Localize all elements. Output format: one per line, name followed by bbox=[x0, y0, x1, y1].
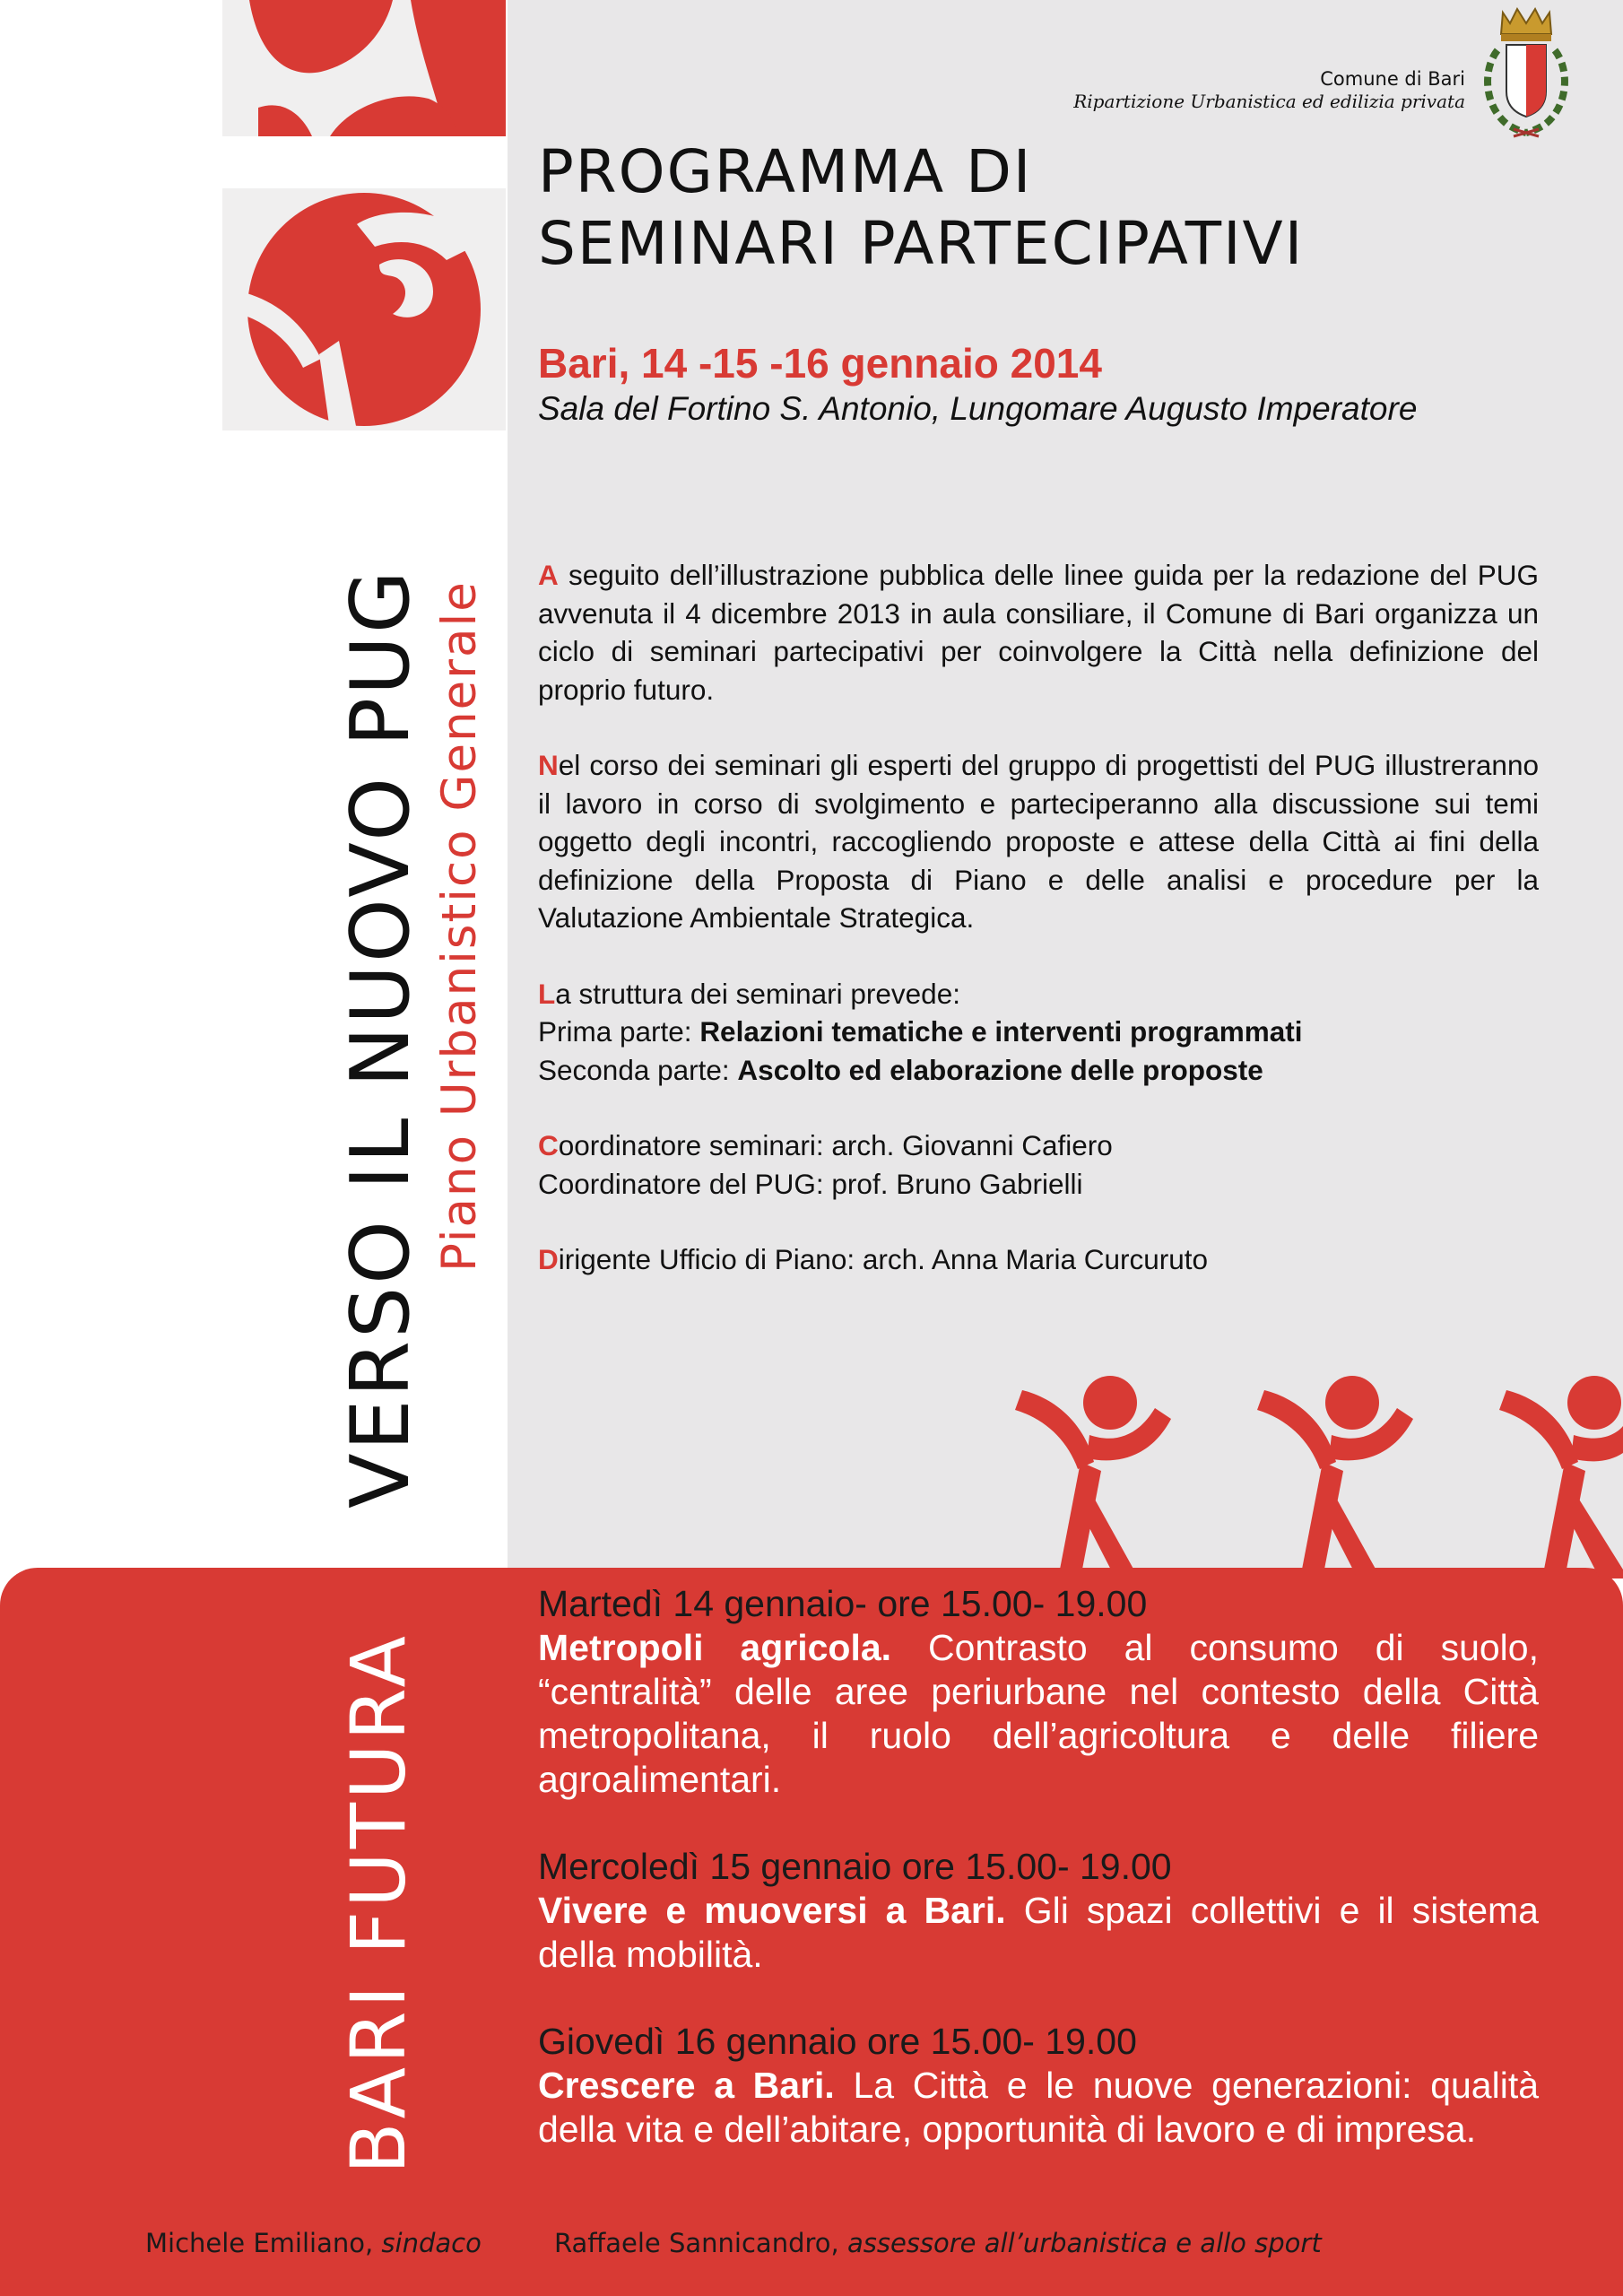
session-item bbox=[538, 1845, 1539, 1977]
mayor-role: sindaco bbox=[373, 2228, 482, 2258]
manager-paragraph bbox=[538, 1240, 1539, 1279]
title-line-2: SEMINARI PARTECIPATIVI bbox=[538, 209, 1305, 278]
part-label: Seconda parte: bbox=[538, 1053, 738, 1086]
session-description bbox=[538, 1626, 1539, 1802]
drop-cap: A bbox=[538, 559, 559, 591]
paragraph-text: oordinatore seminari: arch. Giovanni Cafiero bbox=[558, 1129, 1113, 1161]
footer-mayor bbox=[145, 2228, 482, 2258]
session-text: La Città e le nuove generazioni: qualità della vita e dell’abitare, opportunità di lavoro e di impresa. bbox=[538, 2065, 1540, 2150]
event-venue: Sala del Fortino S. Antonio, Lungomare Augusto Imperatore bbox=[538, 390, 1418, 427]
part-value: Relazioni tematiche e interventi programmati bbox=[699, 1015, 1303, 1048]
assessor-role: assessore all’urbanistica e allo sport bbox=[838, 2228, 1322, 2258]
coordinator-pug: Coordinatore del PUG: prof. Bruno Gabrielli bbox=[538, 1167, 1083, 1200]
intro-paragraph-2 bbox=[538, 746, 1539, 937]
paragraph-text: el corso dei seminari gli esperti del gruppo di progettisti del PUG illustreranno il lavoro in corso di svolgimento e parteciperanno alla discussione sui temi oggetto degli incontri, raccogliendo proposte e attese della Città ai fini della definizione della Proposta di Piano e delle analisi e procedure per la Valutazione Ambientale Strategica. bbox=[538, 749, 1539, 934]
title-line-1: PROGRAMMA DI bbox=[538, 137, 1033, 206]
event-date: Bari, 14 -15 -16 gennaio 2014 bbox=[538, 340, 1102, 387]
red-figure-logo-top bbox=[222, 0, 506, 136]
session-text: Contrasto al consumo di suolo, “centralità” delle aree periurbane nel contesto della Città metropolitana, il ruolo dell’agricoltura e delle filiere agroalimentari. bbox=[538, 1627, 1539, 1800]
drop-cap: N bbox=[538, 749, 559, 781]
dancing-figures bbox=[1004, 1372, 1623, 1578]
paragraph-text: seguito dell’illustrazione pubblica delle linee guida per la redazione del PUG avvenuta il 4 dicembre 2013 in aula consiliare, il Comune di Bari organizza un ciclo di seminari partecipativi per coinvolgere la Città nella definizione del proprio futuro. bbox=[538, 559, 1539, 706]
session-when: Martedì 14 gennaio- ore 15.00- 19.00 bbox=[538, 1583, 1148, 1624]
drop-cap: L bbox=[538, 977, 556, 1010]
structure-intro bbox=[538, 975, 1539, 1013]
comune-name: Comune di Bari bbox=[1320, 68, 1465, 90]
side-subtitle: Piano Urbanistico Generale bbox=[432, 580, 487, 1272]
drop-cap: C bbox=[538, 1129, 559, 1161]
session-item bbox=[538, 1582, 1539, 1802]
assessor-name: Raffaele Sannicandro, bbox=[554, 2228, 839, 2258]
session-when: Mercoledì 15 gennaio ore 15.00- 19.00 bbox=[538, 1846, 1172, 1887]
structure-paragraph bbox=[538, 975, 1539, 1090]
session-text: Gli spazi collettivi e il sistema della mobilità. bbox=[538, 1890, 1539, 1975]
session-topic: Vivere e muoversi a Bari. bbox=[538, 1890, 1006, 1931]
coordinator-seminari bbox=[538, 1126, 1539, 1165]
issuer-block bbox=[1073, 68, 1465, 112]
paragraph-text: irigente Ufficio di Piano: arch. Anna Maria Curcuruto bbox=[558, 1243, 1209, 1275]
intro-text bbox=[538, 556, 1539, 1317]
paragraph-text: a struttura dei seminari prevede: bbox=[555, 977, 960, 1010]
footer-assessor bbox=[554, 2228, 1322, 2258]
structure-part-1 bbox=[538, 1013, 1539, 1051]
drop-cap: D bbox=[538, 1243, 559, 1275]
red-figure-logo bbox=[222, 188, 506, 430]
coordinators-paragraph bbox=[538, 1126, 1539, 1203]
session-when: Giovedì 16 gennaio ore 15.00- 19.00 bbox=[538, 2021, 1137, 2062]
side-main-title: VERSO IL NUOVO PUG bbox=[334, 568, 428, 1509]
page-title bbox=[538, 136, 1304, 280]
intro-paragraph-1 bbox=[538, 556, 1539, 709]
part-value: Ascolto ed elaborazione delle proposte bbox=[737, 1053, 1263, 1086]
sessions-list bbox=[538, 1582, 1539, 2195]
part-label: Prima parte: bbox=[538, 1015, 700, 1048]
session-description bbox=[538, 1889, 1539, 1977]
session-topic: Metropoli agricola. bbox=[538, 1627, 892, 1668]
structure-part-2 bbox=[538, 1051, 1539, 1090]
band-title: BARI FUTURA bbox=[334, 1632, 422, 2174]
session-item bbox=[538, 2020, 1539, 2152]
session-description bbox=[538, 2064, 1539, 2152]
office-manager bbox=[538, 1240, 1539, 1279]
session-topic: Crescere a Bari. bbox=[538, 2065, 835, 2106]
mayor-name: Michele Emiliano, bbox=[145, 2228, 374, 2258]
city-crest-icon bbox=[1471, 5, 1582, 140]
department-name: Ripartizione Urbanistica ed edilizia privata bbox=[1073, 91, 1465, 113]
